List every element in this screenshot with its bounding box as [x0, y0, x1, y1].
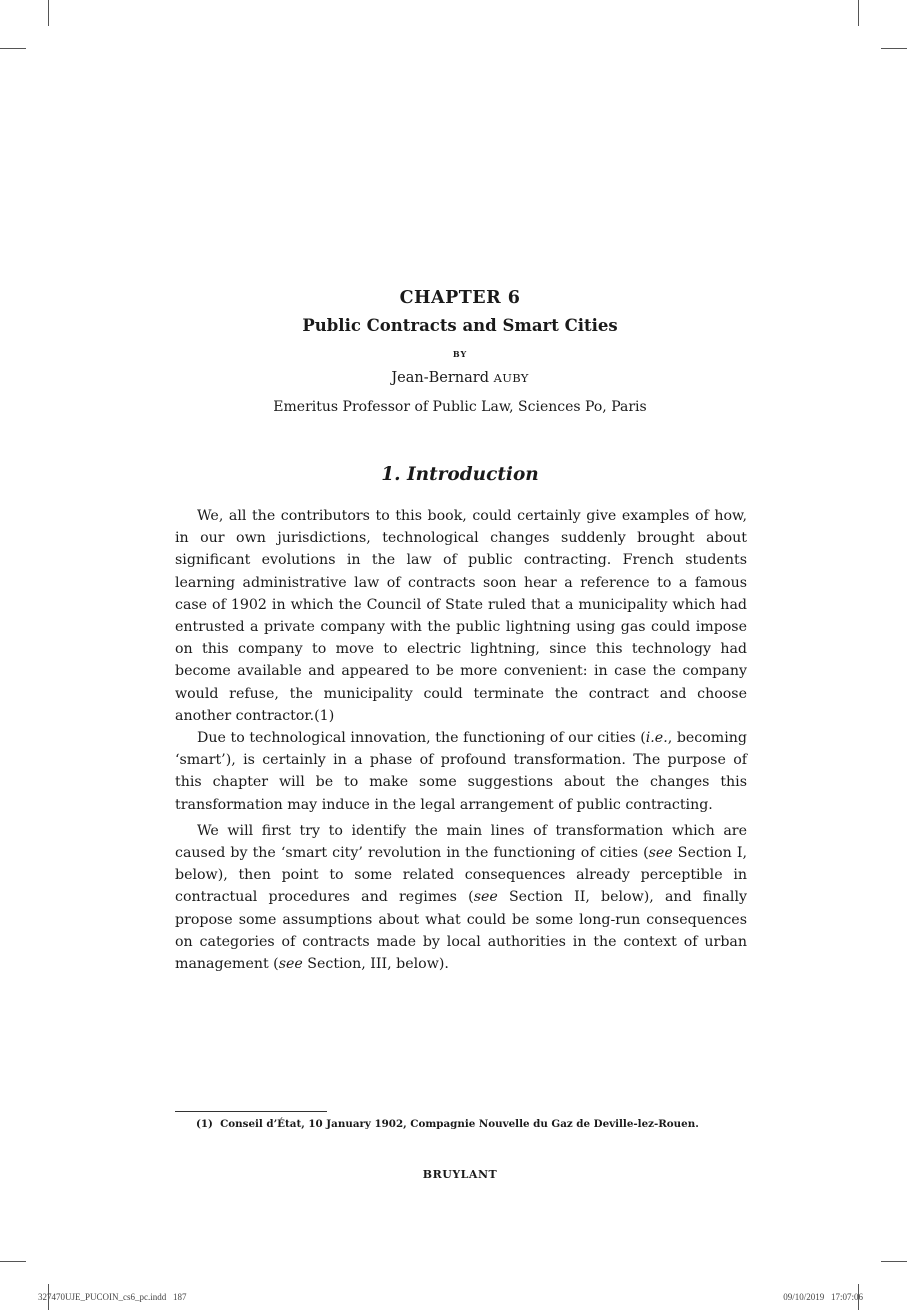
paragraph: We, all the contributors to this book, could certainly give examples of how, in our own jurisdictions, technological changes suddenly brought about significant evolutions in the law of public contracting. French students learning administrative law of contracts soon hear a reference to a famous case of 1902 in which the Council of State ruled that a municipality which had entrusted a private company with the public lightning using gas could impose on this company to move to electric lightning, since this technology had become available and appeared to be more convenient: in case the company would refuse, the municipality could terminate the contract and choose another contractor.(1) [175, 508, 747, 724]
author-name [175, 370, 745, 386]
author-last-name: AUBY [493, 371, 529, 385]
file-slug: 327470UJE_PUCOIN_cs6_pc.indd 187 [38, 1292, 187, 1302]
footnote-number: (1) [196, 1118, 213, 1130]
publisher-name: BRUYLANT [422, 1168, 498, 1181]
section-heading: 1. Introduction [381, 464, 539, 485]
chapter-label: CHAPTER 6 [399, 288, 521, 308]
footnote-rule [175, 1111, 327, 1112]
body-text [175, 505, 747, 975]
author-first-name: Jean-Bernard [391, 370, 489, 386]
footnote [196, 1118, 746, 1130]
crop-mark [0, 1261, 26, 1262]
crop-mark [858, 0, 859, 26]
crop-mark [881, 48, 907, 49]
paragraph: Due to technological innovation, the functioning of our cities (i.e., becoming ‘smart’), is certainly in a phase of profound transformation. The purpose of this chapter will be to make some suggestions about the changes this transformation may induce in the legal arrangement of public contracting. [175, 730, 747, 813]
author-affiliation: Emeritus Professor of Public Law, Sciences Po, Paris [273, 399, 647, 415]
footnote-text: Conseil d’État, 10 January 1902, Compagnie Nouvelle du Gaz de Deville-lez-Rouen. [220, 1118, 699, 1130]
crop-mark [0, 48, 26, 49]
crop-mark [48, 0, 49, 26]
chapter-title: Public Contracts and Smart Cities [302, 316, 618, 335]
paragraph: We will first try to identify the main lines of transformation which are caused by the ‘smart city’ revolution in the functioning of cities (see Section I, below), then point to some related consequences already perceptible in contractual procedures and regimes (see Section II, below), and finally propose some assumptions about what could be some long-run consequences on categories of contracts made by local authorities in the context of urban management (see Section, III, below). [175, 822, 747, 973]
crop-mark [881, 1261, 907, 1262]
datetime-slug: 09/10/2019 17:07:06 [783, 1292, 863, 1302]
by-label: BY [452, 349, 468, 359]
